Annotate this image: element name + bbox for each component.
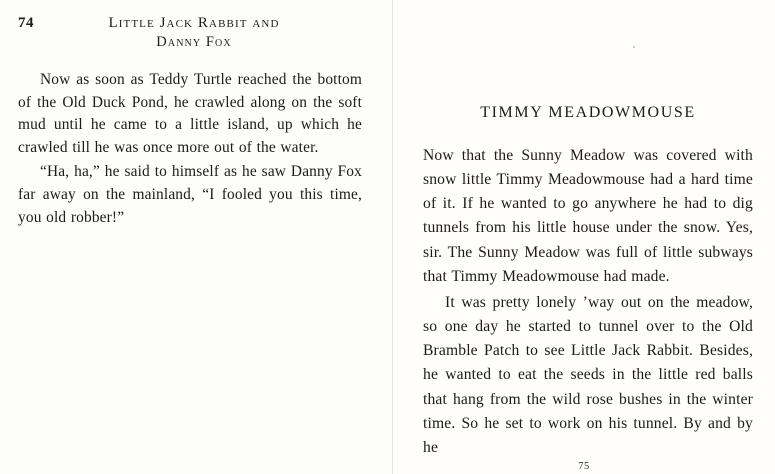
page-number-right: 75 (578, 461, 590, 472)
running-head-line-2: Danny Fox (156, 33, 232, 50)
left-paragraph-2: “Ha, ha,” he said to himself as he saw Danny Fox far away on the mainland, “I fooled you this time, you old robber!” (18, 163, 362, 226)
running-head (18, 14, 362, 51)
paper-speck (633, 46, 635, 48)
page-number-left: 74 (18, 15, 34, 31)
running-head-line-1: Little Jack Rabbit and (108, 15, 280, 31)
right-paragraph-1: Now that the Sunny Meadow was covered with snow little Timmy Meadowmouse had a hard time of it. If he wanted to go anywhere he had to dig tunnels from his little house under the snow. Yes, sir. The Sunny Meadow was full of little subways that Timmy Meadowmouse had made. (423, 147, 753, 285)
chapter-title: TIMMY MEADOWMOUSE (480, 104, 696, 121)
running-head-title (52, 14, 362, 51)
right-paragraph-2: It was pretty lonely ’way out on the meadow, so one day he started to tunnel over to the Old Bramble Patch to see Little Jack Rabbit. Besides, he wanted to eat the seeds in the little red balls that hang from the wild rose bushes in the winter time. So he set to work on his tunnel. By and by he (423, 293, 753, 456)
left-paragraph-1: Now as soon as Teddy Turtle reached the bottom of the Old Duck Pond, he crawled along on the soft mud until he came to a little island, up which he crawled till he was once more out of the water. (18, 70, 362, 156)
right-page (392, 0, 775, 474)
